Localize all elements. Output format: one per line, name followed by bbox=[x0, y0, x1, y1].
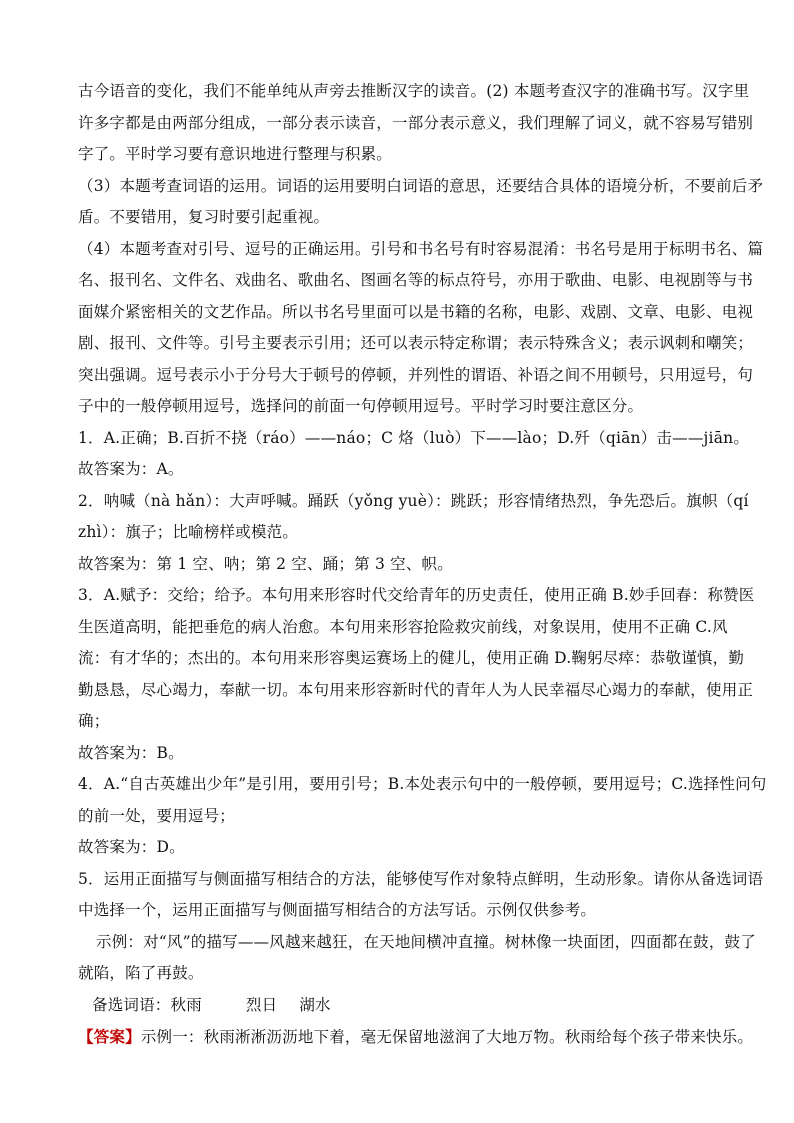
answer-tag: 【答案】 bbox=[78, 1027, 141, 1046]
text-line: 故答案为：D。 bbox=[78, 838, 185, 856]
text-line: 子中的一般停顿用逗号，选择问的前面一句停顿用逗号。平时学习时要注意区分。 bbox=[78, 397, 644, 415]
text-line: 面媒介紧密相关的文艺作品。所以书名号里面可以是书籍的名称，电影、戏剧、文章、电影、电视 bbox=[78, 302, 754, 321]
text-line: 故答案为：A。 bbox=[78, 460, 184, 478]
text-line: 生医道高明，能把垂危的病人治愈。本句用来形容抢险救灾前线，对象误用，使用不正确 C.风 bbox=[78, 617, 728, 636]
text-line: 名、报刊名、文件名、戏曲名、歌曲名、图画名等的标点符号，亦用于歌曲、电影、电视剧等与书 bbox=[78, 271, 754, 289]
example-line: 示例：对“风”的描写——风越来越狂，在天地间横冲直撞。树林像一块面团，四面都在鼓，鼓了 bbox=[96, 932, 756, 951]
answer-line bbox=[78, 1021, 754, 1053]
text-line: 故答案为：第 1 空、呐；第 2 空、踊；第 3 空、帜。 bbox=[78, 554, 453, 573]
text-line: 突出强调。逗号表示小于分号大于顿号的停顿，并列性的谓语、补语之间不用顿号，只用逗号，句 bbox=[78, 365, 754, 384]
text-line: 4．A.“自古英雄出少年”是引用，要用引号；B.本处表示句中的一般停顿，要用逗号；C.选择性问句 bbox=[78, 775, 767, 793]
text-line: （4）本题考查对引号、逗号的正确运用。引号和书名号有时容易混淆：书名号是用于标明书名、篇 bbox=[78, 239, 764, 258]
text-line: 故答案为：B。 bbox=[78, 743, 184, 762]
answer-text: 示例一：秋雨淅淅沥沥地下着，毫无保留地滋润了大地万物。秋雨给每个孩子带来快乐。 bbox=[140, 1028, 754, 1046]
text-line: 5．运用正面描写与侧面描写相结合的方法，能够使写作对象特点鲜明，生动形象。请你从备选词语 bbox=[78, 869, 764, 888]
text-line: 勤恳恳，尽心竭力，奉献一切。本句用来形容新时代的青年人为人民幸福尽心竭力的奉献，使用正 bbox=[78, 680, 754, 699]
text-line: 确； bbox=[78, 712, 110, 730]
text-line: 中选择一个，运用正面描写与侧面描写相结合的方法写话。示例仅供参考。 bbox=[78, 901, 597, 919]
text-line: 古今语音的变化，我们不能单纯从声旁去推断汉字的读音。(2) 本题考查汉字的准确书写。汉字里 bbox=[78, 82, 750, 100]
text-line: 剧、报刊、文件等。引号主要表示引用；还可以表示特定称谓；表示特殊含义；表示讽刺和嘲笑； bbox=[78, 334, 754, 352]
text-line: 2．呐喊（nà hǎn）：大声呼喊。踊跃（yǒng yuè）：跳跃；形容情绪热烈，争先恐后。旗帜（qí bbox=[78, 491, 749, 510]
text-line: 盾。不要错用，复习时要引起重视。 bbox=[78, 208, 330, 226]
text-line: 字了。平时学习要有意识地进行整理与积累。 bbox=[78, 145, 393, 163]
candidate-word: 烈日 bbox=[245, 995, 278, 1014]
text-line: （3）本题考查词语的运用。词语的运用要明白词语的意思，还要结合具体的语境分析，不要前后矛 bbox=[78, 176, 764, 195]
text-line: 3．A.赋予：交给；给予。本句用来形容时代交给青年的历史责任，使用正确 B.妙手回春：称赞医 bbox=[78, 586, 755, 604]
text-line: 1．A.正确；B.百折不挠（ráo）——náo；C 烙（luò）下——lào；D.歼（qiān）击——jiān。 bbox=[78, 428, 750, 447]
text-line: 的前一处，要用逗号； bbox=[78, 806, 236, 825]
candidate-word: 湖水 bbox=[299, 995, 331, 1014]
text-line: 流：有才华的；杰出的。本句用来形容奥运赛场上的健儿，使用正确 D.鞠躬尽瘁：恭敬谨慎，勤 bbox=[78, 649, 745, 667]
text-line: 就陷，陷了再鼓。 bbox=[78, 964, 204, 982]
candidate-words-line bbox=[78, 990, 718, 1022]
document-body bbox=[78, 76, 767, 1053]
text-line: zhì）：旗子；比喻榜样或模范。 bbox=[78, 523, 299, 541]
candidate-words-label: 备选词语：秋雨 bbox=[92, 995, 202, 1014]
text-line: 许多字都是由两部分组成，一部分表示读音，一部分表示意义，我们理解了词义，就不容易写错别 bbox=[78, 113, 754, 132]
